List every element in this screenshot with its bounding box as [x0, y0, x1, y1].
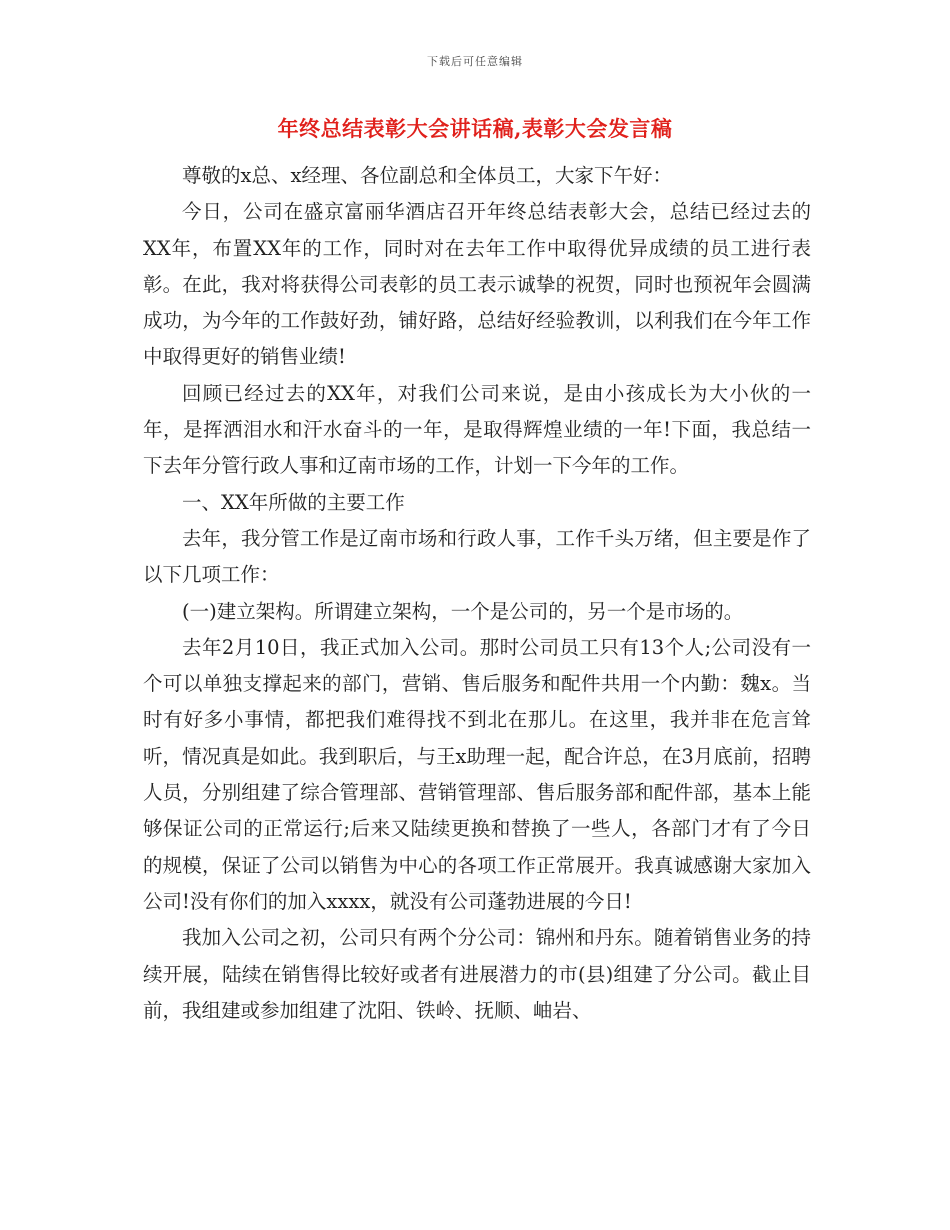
header-note: 下载后可任意编辑 — [427, 55, 523, 68]
document-title: 年终总结表彰大会讲话稿,表彰大会发言稿 — [277, 116, 673, 141]
paragraph-duties: 去年，我分管工作是辽南市场和行政人事，工作千头万绪，但主要是作了以下几项工作： — [143, 526, 811, 587]
paragraph-history: 去年2月10日，我正式加入公司。那时公司员工只有13个人;公司没有一个可以单独支撑起来的部门，营销、售后服务和配件共用一个内勤：魏x。当时有好多小事情，都把我们难得找不到北在那儿。在这里，我并非在危言耸听，情况真是如此。我到职后，与王x助理一起，配合许总，在3月底前，招聘人员，分别组建了综合管理部、营销管理部、售后服务部和配件部，基本上能够保证公司的正常运行;后来又陆续更换和替换了一些人，各部门才有了今日的规模，保证了公司以销售为中心的各项工作正常展开。我真诚感谢大家加入公司!没有你们的加入xxxx，就没有公司蓬勃进展的今日! — [143, 635, 811, 913]
paragraph-structure: (一)建立架构。所谓建立架构，一个是公司的，另一个是市场的。 — [182, 599, 744, 623]
paragraph-branches: 我加入公司之初，公司只有两个分公司：锦州和丹东。随着销售业务的持续开展，陆续在销售得比较好或者有进展潜力的市(县)组建了分公司。截止目前，我组建或参加组建了沈阳、铁岭、抚顺、岫岩、 — [143, 926, 811, 1022]
section-heading: 一、XX年所做的主要工作 — [182, 490, 405, 514]
document-body — [143, 158, 811, 1029]
paragraph-greeting: 尊敬的x总、x经理、各位副总和全体员工，大家下午好： — [182, 164, 672, 187]
paragraph-review: 回顾已经过去的XX年，对我们公司来说，是由小孩成长为大小伙的一年，是挥洒泪水和汗水奋斗的一年，是取得辉煌业绩的一年!下面，我总结一下去年分管行政人事和辽南市场的工作，计划一下今年的工作。 — [143, 381, 811, 478]
paragraph-intro: 今日，公司在盛京富丽华酒店召开年终总结表彰大会，总结已经过去的XX年，布置XX年的工作，同时对在去年工作中取得优异成绩的员工进行表彰。在此，我对将获得公司表彰的员工表示诚挚的祝贺，同时也预祝年会圆满成功，为今年的工作鼓好劲，铺好路，总结好经验教训，以利我们在今年工作中取得更好的销售业绩! — [143, 200, 811, 369]
